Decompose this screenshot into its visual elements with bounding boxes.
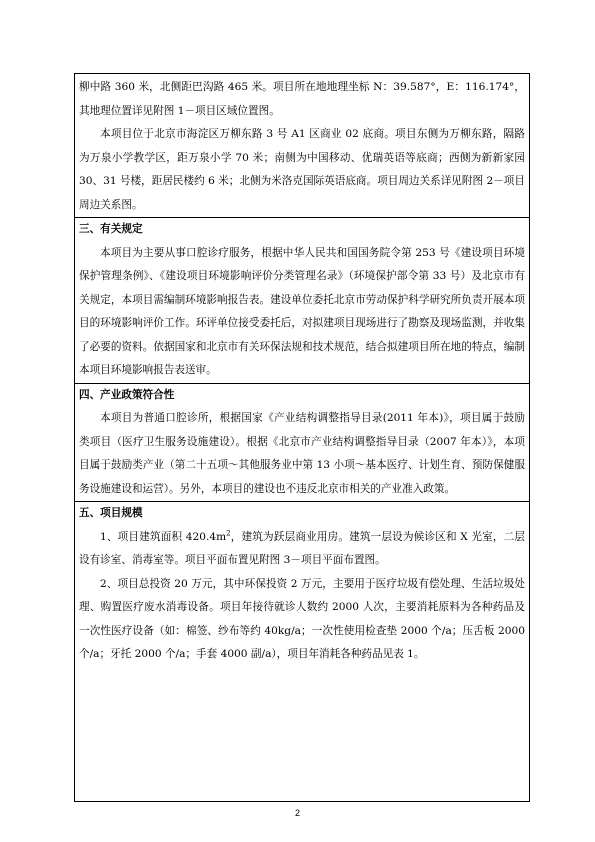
document-body [79, 76, 525, 667]
paragraph-surroundings: 本项目位于北京市海淀区万柳东路 3 号 A1 区商业 02 底商。项目东侧为万柳东路，隔路为万泉小学教学区，距万泉小学 70 米；南侧为中国移动、优瑞英语等底商；西侧为新新家园 30、31 号楼，距居民楼约 6 米；北侧为米洛克国际英语底商。项目周边关系详见附图 2－项目周边关系图。 [79, 128, 525, 211]
section-title-project-scale: 五、项目规模 [79, 507, 143, 519]
paragraph-regulations: 本项目为主要从事口腔诊疗服务，根据中华人民共和国国务院令第 253 号《建设项目环境保护管理条例》、《建设项目环境影响评价分类管理名录》（环境保护部令第 33 号）及北京市有关规定，本项目需编制环境影响报告表。建设单位委托北京市劳动保护科学研究所负责开展本项目的环境影响评价工作。环评单位接受委托后，对拟建项目现场进行了勘察及现场监测，并收集了必要的资料。依据国家和北京市有关环保法规和技术规范，结合拟建项目所在地的特点，编制本项目环境影响报告表送审。 [79, 246, 525, 376]
building-area-text-rest: ，建筑为跃层商业用房。建筑一层设为候诊区和 X 光室，二层设有诊室、消毒室等。项目平面布置见附图 3－项目平面布置图。 [79, 530, 525, 566]
paragraph-investment: 2、项目总投资 20 万元，其中环保投资 2 万元，主要用于医疗垃圾有偿处理、生活垃圾处理、购置医疗废水消毒设备。项目年接待就诊人数约 2000 人次，主要消耗原料为各种药品及一次性医疗设备（如：棉签、纱布等约 40kg/a；一次性使用检查垫 2000 个/a；压舌板 2000 个/a；牙托 2000 个/a；手套 4000 副/a），项目年消耗各种药品见表 1。 [79, 577, 525, 660]
page-number: 2 [294, 808, 300, 818]
section-title-regulations: 三、有关规定 [79, 223, 143, 235]
paragraph-location-coords: 柳中路 360 米，北侧距巴沟路 465 米。项目所在地地理坐标 N：39.587°，E：116.174°，其地理位置详见附图 1－项目区域位置图。 [79, 81, 525, 117]
building-area-text: 1、项目建筑面积 420.4m [100, 530, 227, 543]
paragraph-building-area [79, 526, 525, 573]
area-unit-superscript: 2 [226, 528, 231, 537]
paragraph-industrial-policy: 本项目为普通口腔诊所，根据国家《产业结构调整指导目录(2011 年本)》，项目属于鼓励类项目（医疗卫生服务设施建设）。根据《北京市产业结构调整指导目录（2007 年本）》，本项目属于鼓励类产业（第二十五项～其他服务业中第 13 小项～基本医疗、计划生育、预防保健服务设施建设和运营）。另外，本项目的建设也不违反北京市相关的产业准入政策。 [79, 412, 525, 495]
section-title-industrial-policy: 四、产业政策符合性 [79, 388, 175, 401]
